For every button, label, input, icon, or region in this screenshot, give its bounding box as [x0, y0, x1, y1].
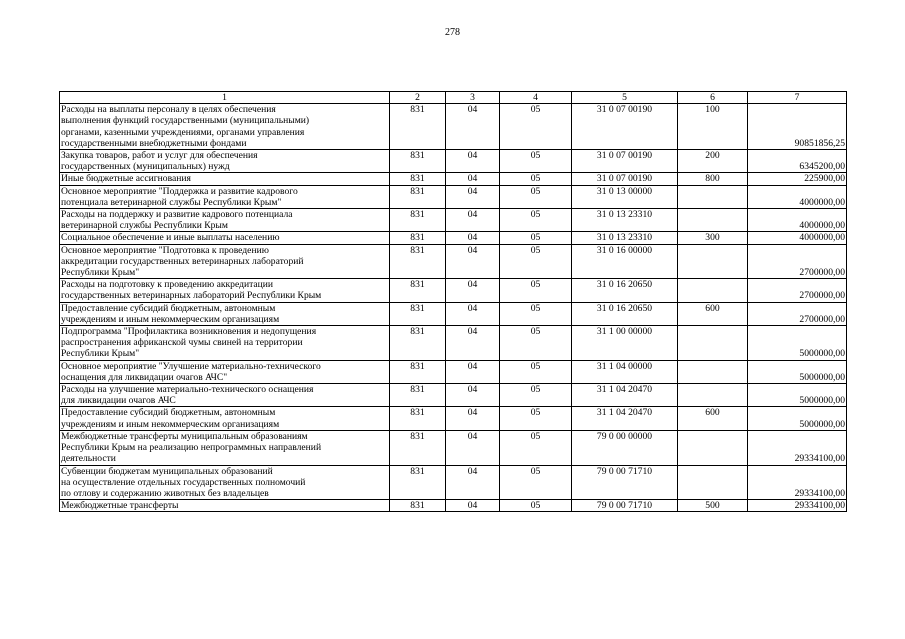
row-section-code: 04 — [446, 173, 500, 185]
row-ministry-code: 831 — [390, 500, 446, 512]
row-ministry-code: 831 — [390, 104, 446, 150]
row-name: Субвенции бюджетам муниципальных образований на осуществление отдельных государственных полномочий по отлову и содержанию животных без владельцев — [60, 465, 390, 500]
row-subsection-code: 05 — [500, 500, 572, 512]
row-subsection-code: 05 — [500, 244, 572, 279]
row-target-article: 31 0 07 00190 — [572, 104, 678, 150]
row-name: Закупка товаров, работ и услуг для обеспечения государственных (муниципальных) нужд — [60, 150, 390, 173]
header-row — [60, 92, 847, 104]
table-row — [60, 302, 847, 325]
row-ministry-code: 831 — [390, 244, 446, 279]
row-expense-type — [678, 279, 748, 302]
row-target-article: 31 1 04 20470 — [572, 407, 678, 430]
row-expense-type — [678, 244, 748, 279]
row-name: Основное мероприятие "Подготовка к проведению аккредитации государственных ветеринарных лабораторий Республики Крым" — [60, 244, 390, 279]
row-subsection-code: 05 — [500, 232, 572, 244]
column-header: 3 — [446, 92, 500, 104]
column-header: 5 — [572, 92, 678, 104]
row-expense-type: 100 — [678, 104, 748, 150]
row-target-article: 31 0 16 00000 — [572, 244, 678, 279]
row-expense-type — [678, 384, 748, 407]
row-name: Иные бюджетные ассигнования — [60, 173, 390, 185]
row-section-code: 04 — [446, 360, 500, 383]
row-ministry-code: 831 — [390, 279, 446, 302]
row-name: Межбюджетные трансферты муниципальным образованиям Республики Крым на реализацию непрограммных направлений деятельности — [60, 430, 390, 465]
row-amount: 2700000,00 — [748, 279, 847, 302]
row-amount: 5000000,00 — [748, 326, 847, 361]
row-section-code: 04 — [446, 384, 500, 407]
row-section-code: 04 — [446, 430, 500, 465]
row-target-article: 31 1 04 20470 — [572, 384, 678, 407]
row-ministry-code: 831 — [390, 150, 446, 173]
row-target-article: 79 0 00 71710 — [572, 500, 678, 512]
row-target-article: 31 0 07 00190 — [572, 173, 678, 185]
row-subsection-code: 05 — [500, 465, 572, 500]
column-header: 4 — [500, 92, 572, 104]
row-subsection-code: 05 — [500, 173, 572, 185]
row-section-code: 04 — [446, 150, 500, 173]
row-section-code: 04 — [446, 326, 500, 361]
row-ministry-code: 831 — [390, 185, 446, 208]
row-section-code: 04 — [446, 232, 500, 244]
row-amount: 5000000,00 — [748, 360, 847, 383]
row-target-article: 31 0 13 23310 — [572, 209, 678, 232]
row-name: Предоставление субсидий бюджетным, автономным учреждениям и иным некоммерческим организациям — [60, 302, 390, 325]
column-header: 7 — [748, 92, 847, 104]
row-target-article: 31 0 13 00000 — [572, 185, 678, 208]
page-number: 278 — [445, 27, 460, 38]
row-expense-type: 500 — [678, 500, 748, 512]
row-subsection-code: 05 — [500, 302, 572, 325]
row-amount: 5000000,00 — [748, 384, 847, 407]
row-subsection-code: 05 — [500, 185, 572, 208]
row-target-article: 31 0 16 20650 — [572, 302, 678, 325]
row-expense-type — [678, 185, 748, 208]
row-name: Расходы на улучшение материально-технического оснащения для ликвидации очагов АЧС — [60, 384, 390, 407]
row-expense-type — [678, 465, 748, 500]
column-header: 2 — [390, 92, 446, 104]
row-section-code: 04 — [446, 209, 500, 232]
row-section-code: 04 — [446, 279, 500, 302]
row-amount: 2700000,00 — [748, 244, 847, 279]
table-row — [60, 279, 847, 302]
row-target-article: 31 1 00 00000 — [572, 326, 678, 361]
row-ministry-code: 831 — [390, 302, 446, 325]
row-ministry-code: 831 — [390, 430, 446, 465]
row-section-code: 04 — [446, 302, 500, 325]
row-amount: 4000000,00 — [748, 185, 847, 208]
row-amount: 6345200,00 — [748, 150, 847, 173]
row-section-code: 04 — [446, 500, 500, 512]
table-row — [60, 209, 847, 232]
row-section-code: 04 — [446, 244, 500, 279]
table-row — [60, 185, 847, 208]
row-amount: 4000000,00 — [748, 232, 847, 244]
row-amount: 225900,00 — [748, 173, 847, 185]
row-target-article: 31 0 16 20650 — [572, 279, 678, 302]
row-subsection-code: 05 — [500, 407, 572, 430]
row-name: Подпрограмма "Профилактика возникновения и недопущения распространения африканской чумы свиней на территории Республики Крым" — [60, 326, 390, 361]
row-name: Расходы на выплаты персоналу в целях обеспечения выполнения функций государственными (муниципальными) органами, казенными учреждениями, органами управления государственными внебюджетными фондами — [60, 104, 390, 150]
row-ministry-code: 831 — [390, 232, 446, 244]
table-row — [60, 150, 847, 173]
row-expense-type: 600 — [678, 302, 748, 325]
row-target-article: 79 0 00 00000 — [572, 430, 678, 465]
row-expense-type — [678, 326, 748, 361]
row-expense-type: 800 — [678, 173, 748, 185]
row-ministry-code: 831 — [390, 407, 446, 430]
table-row — [60, 384, 847, 407]
row-name: Социальное обеспечение и иные выплаты населению — [60, 232, 390, 244]
row-name: Предоставление субсидий бюджетным, автономным учреждениям и иным некоммерческим организациям — [60, 407, 390, 430]
table-row — [60, 500, 847, 512]
row-name: Расходы на поддержку и развитие кадрового потенциала ветеринарной службы Республики Крым — [60, 209, 390, 232]
row-name: Межбюджетные трансферты — [60, 500, 390, 512]
row-ministry-code: 831 — [390, 465, 446, 500]
table-row — [60, 326, 847, 361]
column-header: 6 — [678, 92, 748, 104]
row-ministry-code: 831 — [390, 209, 446, 232]
row-section-code: 04 — [446, 407, 500, 430]
budget-table — [59, 91, 847, 512]
row-subsection-code: 05 — [500, 326, 572, 361]
row-amount: 2700000,00 — [748, 302, 847, 325]
row-expense-type — [678, 209, 748, 232]
row-name: Основное мероприятие "Поддержка и развитие кадрового потенциала ветеринарной службы Республики Крым" — [60, 185, 390, 208]
row-amount: 29334100,00 — [748, 430, 847, 465]
table-row — [60, 232, 847, 244]
table-row — [60, 244, 847, 279]
row-target-article: 31 0 13 23310 — [572, 232, 678, 244]
row-target-article: 31 0 07 00190 — [572, 150, 678, 173]
row-expense-type — [678, 430, 748, 465]
row-ministry-code: 831 — [390, 173, 446, 185]
row-amount: 4000000,00 — [748, 209, 847, 232]
row-ministry-code: 831 — [390, 384, 446, 407]
row-expense-type: 300 — [678, 232, 748, 244]
row-name: Расходы на подготовку к проведению аккредитации государственных ветеринарных лабораторий Республики Крым — [60, 279, 390, 302]
row-subsection-code: 05 — [500, 150, 572, 173]
row-expense-type: 600 — [678, 407, 748, 430]
row-subsection-code: 05 — [500, 104, 572, 150]
row-expense-type: 200 — [678, 150, 748, 173]
row-subsection-code: 05 — [500, 384, 572, 407]
table-row — [60, 407, 847, 430]
row-section-code: 04 — [446, 104, 500, 150]
row-target-article: 31 1 04 00000 — [572, 360, 678, 383]
table-row — [60, 430, 847, 465]
table-row — [60, 360, 847, 383]
row-amount: 29334100,00 — [748, 500, 847, 512]
table-row — [60, 173, 847, 185]
row-ministry-code: 831 — [390, 326, 446, 361]
table-row — [60, 104, 847, 150]
row-name: Основное мероприятие "Улучшение материально-технического оснащения для ликвидации очагов АЧС" — [60, 360, 390, 383]
row-section-code: 04 — [446, 185, 500, 208]
row-subsection-code: 05 — [500, 279, 572, 302]
row-section-code: 04 — [446, 465, 500, 500]
row-amount: 5000000,00 — [748, 407, 847, 430]
row-subsection-code: 05 — [500, 209, 572, 232]
row-subsection-code: 05 — [500, 360, 572, 383]
row-amount: 29334100,00 — [748, 465, 847, 500]
table-row — [60, 465, 847, 500]
row-subsection-code: 05 — [500, 430, 572, 465]
row-amount: 90851856,25 — [748, 104, 847, 150]
column-header: 1 — [60, 92, 390, 104]
row-target-article: 79 0 00 71710 — [572, 465, 678, 500]
row-expense-type — [678, 360, 748, 383]
row-ministry-code: 831 — [390, 360, 446, 383]
